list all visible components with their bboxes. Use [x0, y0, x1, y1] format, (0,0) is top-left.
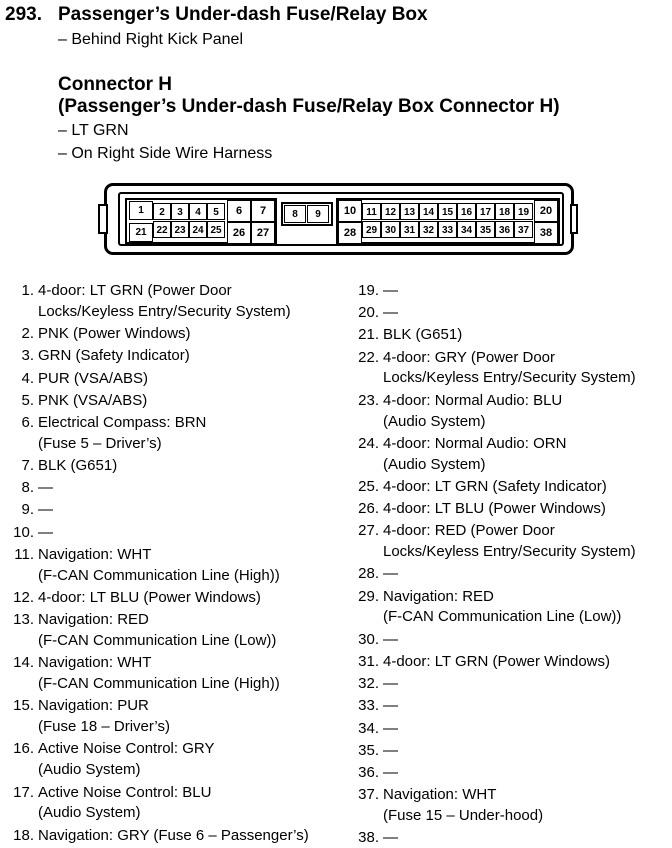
- pin-description: Navigation: WHT: [38, 545, 152, 563]
- pin-description: Navigation: GRY (Fuse 6 – Passenger’s): [38, 826, 309, 844]
- pin-number: 11.: [14, 545, 34, 563]
- pin-description: 4-door: RED (Power Door: [383, 522, 555, 540]
- pin-19: 19: [514, 203, 533, 220]
- pin-4: 4: [189, 203, 207, 220]
- pin-description: —: [383, 675, 398, 693]
- pin-number: 2.: [21, 325, 34, 343]
- pin-20: 20: [534, 200, 558, 222]
- pin-description: GRN (Safety Indicator): [38, 347, 190, 365]
- pin-description: (Fuse 18 – Driver’s): [38, 718, 170, 736]
- pin-description: —: [383, 565, 398, 583]
- pin-description: Locks/Keyless Entry/Security System): [383, 369, 636, 387]
- connector-title: Connector H: [58, 74, 172, 95]
- connector-color: – LT GRN: [58, 122, 129, 139]
- pin-description: (F-CAN Communication Line (Low)): [383, 608, 622, 626]
- pin-description: PNK (Power Windows): [38, 325, 191, 343]
- pin-description: PUR (VSA/ABS): [38, 369, 149, 387]
- pin-description: —: [383, 763, 398, 781]
- pin-32: 32: [419, 221, 438, 238]
- pin-description: —: [383, 304, 398, 322]
- pin-description: PNK (VSA/ABS): [38, 391, 148, 409]
- pin-description: —: [383, 741, 398, 759]
- pin-31: 31: [400, 221, 419, 238]
- pin-24: 24: [189, 221, 207, 238]
- pin-12: 12: [381, 203, 400, 220]
- pin-description: 4-door: LT BLU (Power Windows): [383, 500, 606, 518]
- pin-33: 33: [438, 221, 457, 238]
- pin-number: 9.: [21, 501, 34, 519]
- pin-22: 22: [153, 221, 171, 238]
- pin-description: (F-CAN Communication Line (High)): [38, 566, 280, 584]
- pin-description: Locks/Keyless Entry/Security System): [38, 302, 291, 320]
- pin-number: 3.: [21, 347, 34, 365]
- pin-25: 25: [207, 221, 225, 238]
- pin-number: 27.: [358, 522, 379, 540]
- pin-number: 36.: [358, 763, 379, 781]
- pin-description: Active Noise Control: GRY: [38, 740, 215, 758]
- pin-number: 37.: [358, 786, 379, 804]
- pin-27: 27: [251, 222, 275, 244]
- right-latch: [570, 204, 578, 234]
- pin-7: 7: [251, 200, 275, 222]
- pin-34: 34: [457, 221, 476, 238]
- pin-description: —: [38, 501, 53, 519]
- pin-number: 33.: [358, 697, 379, 715]
- pin-number: 10.: [13, 523, 34, 541]
- pin-15: 15: [438, 203, 457, 220]
- pin-number: 6.: [21, 413, 34, 431]
- pin-28: 28: [338, 222, 362, 244]
- pin-3: 3: [171, 203, 189, 220]
- pin-6: 6: [227, 200, 251, 222]
- pin-number: 7.: [21, 457, 34, 474]
- pin-5: 5: [207, 203, 225, 220]
- pin-description: (Audio System): [383, 455, 486, 473]
- pin-description: —: [38, 479, 53, 497]
- pin-36: 36: [495, 221, 514, 238]
- pin-11: 11: [362, 203, 381, 220]
- pin-description: 4-door: LT GRN (Power Windows): [383, 652, 611, 670]
- pin-number: 26.: [358, 500, 379, 518]
- pin-description: (Fuse 15 – Under-hood): [383, 806, 544, 824]
- pin-number: 32.: [358, 675, 379, 693]
- pin-description: (F-CAN Communication Line (High)): [38, 675, 280, 693]
- pin-number: 5.: [21, 391, 34, 409]
- pin-number: 4.: [21, 369, 34, 387]
- pin-number: 24.: [358, 434, 379, 452]
- pin-number: 28.: [358, 565, 379, 583]
- pin-description: (Audio System): [38, 761, 141, 779]
- pin-description: Active Noise Control: BLU: [38, 783, 212, 801]
- pin-description: Locks/Keyless Entry/Security System): [383, 543, 636, 561]
- pin-number: 20.: [358, 304, 379, 322]
- pin-number: 14.: [13, 654, 34, 672]
- pin-35: 35: [476, 221, 495, 238]
- pin-description: 4-door: LT GRN (Power Door: [38, 282, 232, 299]
- pin-29: 29: [362, 221, 381, 238]
- pin-number: 34.: [358, 719, 379, 737]
- pin-30: 30: [381, 221, 400, 238]
- pin-number: 19.: [358, 282, 379, 299]
- pin-description: Navigation: RED: [38, 611, 149, 629]
- pin-number: 18.: [13, 826, 34, 844]
- pin-number: 16.: [13, 740, 34, 758]
- pin-description: —: [383, 697, 398, 715]
- pin-number: 21.: [358, 326, 379, 344]
- pin-description: Electrical Compass: BRN: [38, 413, 207, 431]
- pin-description: Navigation: PUR: [38, 697, 149, 715]
- pin-description: —: [383, 282, 398, 299]
- pin-description: —: [38, 523, 53, 541]
- pin-description: 4-door: LT BLU (Power Windows): [38, 588, 261, 606]
- pin-description: (Audio System): [38, 804, 141, 822]
- pin-number: 17.: [13, 783, 34, 801]
- pin-description: —: [383, 829, 398, 847]
- pin-number: 8.: [21, 479, 34, 497]
- pin-number: 23.: [358, 391, 379, 409]
- pin-description: 4-door: Normal Audio: ORN: [383, 434, 567, 452]
- pin-16: 16: [457, 203, 476, 220]
- pin-13: 13: [400, 203, 419, 220]
- pin-number: 25.: [358, 477, 379, 495]
- pin-17: 17: [476, 203, 495, 220]
- section-title: Passenger’s Under-dash Fuse/Relay Box: [58, 4, 428, 25]
- pin-18: 18: [495, 203, 514, 220]
- pin-description: Navigation: WHT: [383, 786, 497, 804]
- pin-14: 14: [419, 203, 438, 220]
- pin-number: 12.: [13, 588, 34, 606]
- pin-26: 26: [227, 222, 251, 244]
- pin-description: 4-door: GRY (Power Door: [383, 348, 556, 366]
- pin-number: 30.: [358, 630, 379, 648]
- pin-8: 8: [284, 205, 306, 223]
- pin-23: 23: [171, 221, 189, 238]
- pin-number: 29.: [358, 587, 379, 605]
- pin-37: 37: [514, 221, 533, 238]
- pin-number: 38.: [358, 829, 379, 847]
- pin-21: 21: [129, 223, 153, 242]
- connector-subtitle: (Passenger’s Under-dash Fuse/Relay Box Connector H): [58, 96, 560, 117]
- pin-38: 38: [534, 222, 558, 244]
- pin-1: 1: [129, 201, 153, 220]
- left-latch: [98, 204, 108, 234]
- pin-number: 22.: [358, 348, 379, 366]
- pin-description: (F-CAN Communication Line (Low)): [38, 631, 277, 649]
- pin-number: 15.: [13, 697, 34, 715]
- pin-number: 35.: [358, 741, 379, 759]
- pin-description: 4-door: Normal Audio: BLU: [383, 391, 563, 409]
- pin-description: BLK (G651): [38, 457, 118, 474]
- pin-description: BLK (G651): [383, 326, 463, 344]
- pin-description: (Fuse 5 – Driver’s): [38, 434, 162, 452]
- pin-10: 10: [338, 200, 362, 222]
- pin-number: 13.: [13, 611, 34, 629]
- pin-number: 31.: [358, 652, 379, 670]
- pin-description: (Audio System): [383, 412, 486, 430]
- pin-2: 2: [153, 203, 171, 220]
- location-text: – Behind Right Kick Panel: [58, 31, 243, 48]
- pin-description: 4-door: LT GRN (Safety Indicator): [383, 477, 607, 495]
- connector-harness: – On Right Side Wire Harness: [58, 145, 273, 162]
- pin-description: —: [383, 719, 398, 737]
- pin-9: 9: [307, 205, 329, 223]
- section-number: 293.: [5, 4, 42, 25]
- pin-description: Navigation: WHT: [38, 654, 152, 672]
- pin-number: 1.: [21, 282, 34, 299]
- pin-description: Navigation: RED: [383, 587, 494, 605]
- pin-description: —: [383, 630, 398, 648]
